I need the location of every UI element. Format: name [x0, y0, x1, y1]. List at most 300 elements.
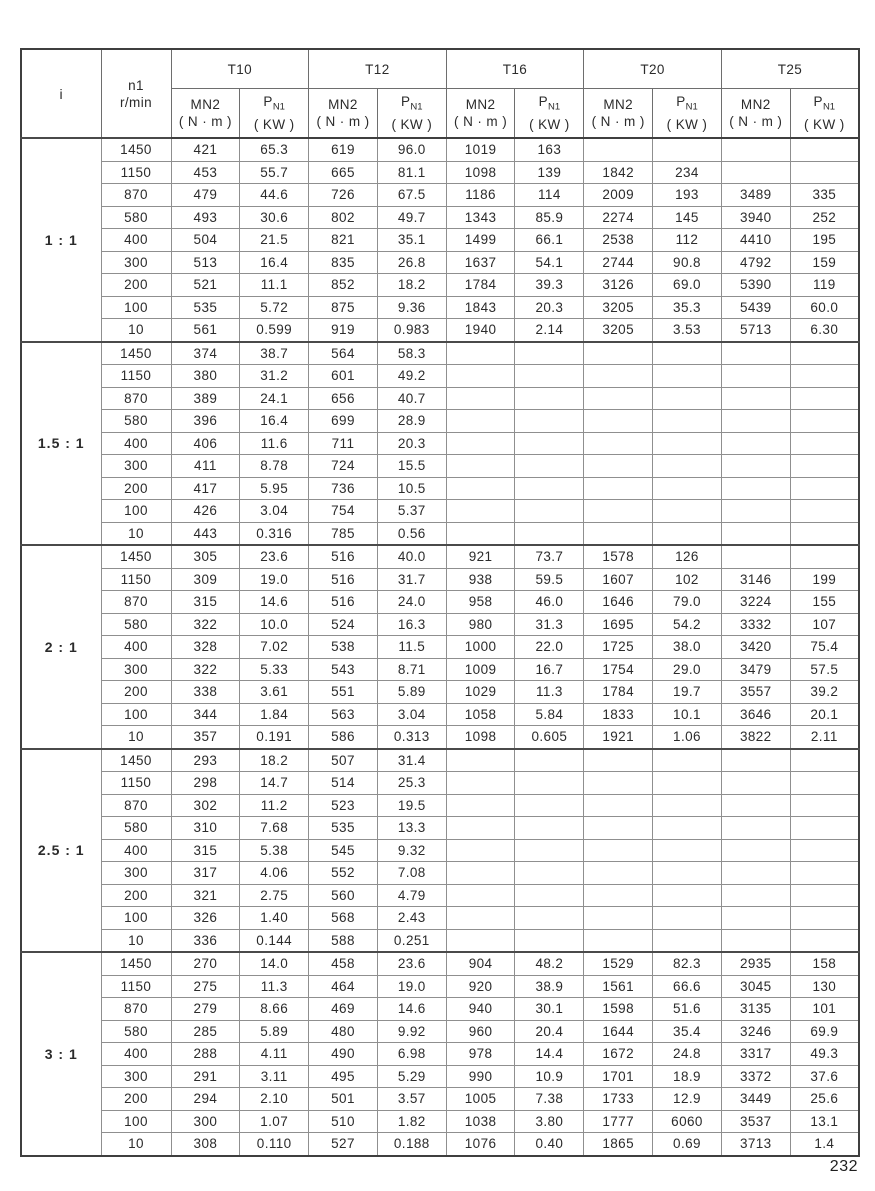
value-cell: 1098 [446, 726, 515, 749]
value-cell: 1777 [584, 1110, 653, 1133]
value-cell: 9.92 [377, 1020, 446, 1043]
value-cell: 20.3 [377, 432, 446, 455]
value-cell [790, 839, 859, 862]
value-cell: 31.3 [515, 613, 584, 636]
table-row [21, 794, 859, 817]
value-cell: 5390 [721, 274, 790, 297]
value-cell: 11.2 [240, 794, 309, 817]
value-cell: 119 [790, 274, 859, 297]
header-t16-pn1: $P_{N1}$ ( KW ) [515, 89, 584, 139]
table-row [21, 1020, 859, 1043]
value-cell: 516 [309, 591, 378, 614]
value-cell: 510 [309, 1110, 378, 1133]
value-cell: 464 [309, 975, 378, 998]
speed-cell: 1450 [101, 952, 171, 975]
value-cell: 3479 [721, 658, 790, 681]
value-cell: 15.5 [377, 455, 446, 478]
value-cell [653, 794, 722, 817]
value-cell [721, 342, 790, 365]
value-cell [721, 907, 790, 930]
table-row [21, 410, 859, 433]
value-cell: 14.6 [377, 998, 446, 1021]
value-cell: 736 [309, 477, 378, 500]
value-cell: 65.3 [240, 138, 309, 161]
value-cell: 3224 [721, 591, 790, 614]
value-cell: 374 [171, 342, 240, 365]
value-cell: 26.8 [377, 251, 446, 274]
value-cell: 59.5 [515, 568, 584, 591]
value-cell: 1637 [446, 251, 515, 274]
value-cell [515, 884, 584, 907]
value-cell: 24.0 [377, 591, 446, 614]
value-cell: 1186 [446, 184, 515, 207]
value-cell: 980 [446, 613, 515, 636]
value-cell: 507 [309, 749, 378, 772]
table-row [21, 568, 859, 591]
value-cell: 8.66 [240, 998, 309, 1021]
value-cell: 38.9 [515, 975, 584, 998]
value-cell [790, 794, 859, 817]
speed-cell: 10 [101, 522, 171, 545]
value-cell: 921 [446, 545, 515, 568]
value-cell: 102 [653, 568, 722, 591]
table-row [21, 862, 859, 885]
value-cell: 4.11 [240, 1043, 309, 1066]
value-cell: 335 [790, 184, 859, 207]
value-cell: 155 [790, 591, 859, 614]
value-cell: 20.3 [515, 296, 584, 319]
value-cell: 163 [515, 138, 584, 161]
value-cell: 23.6 [240, 545, 309, 568]
header-t12-mn2: MN2 ( N · m ) [309, 89, 378, 139]
speed-cell: 300 [101, 455, 171, 478]
value-cell: 3.53 [653, 319, 722, 342]
value-cell: 3135 [721, 998, 790, 1021]
value-cell: 49.3 [790, 1043, 859, 1066]
speed-cell: 580 [101, 613, 171, 636]
value-cell [584, 522, 653, 545]
value-cell: 285 [171, 1020, 240, 1043]
value-cell [515, 522, 584, 545]
value-cell: 1019 [446, 138, 515, 161]
value-cell [721, 839, 790, 862]
value-cell: 699 [309, 410, 378, 433]
value-cell: 344 [171, 703, 240, 726]
value-cell: 10.9 [515, 1065, 584, 1088]
value-cell: 978 [446, 1043, 515, 1066]
value-cell [584, 794, 653, 817]
ratio-cell: 1 : 1 [21, 138, 101, 342]
value-cell: 904 [446, 952, 515, 975]
value-cell: 357 [171, 726, 240, 749]
value-cell [653, 500, 722, 523]
speed-cell: 100 [101, 703, 171, 726]
value-cell: 11.6 [240, 432, 309, 455]
value-cell: 586 [309, 726, 378, 749]
value-cell: 875 [309, 296, 378, 319]
header-t20-pn1: $P_{N1}$ ( KW ) [653, 89, 722, 139]
value-cell: 12.9 [653, 1088, 722, 1111]
header-t25-pn1: $P_{N1}$ ( KW ) [790, 89, 859, 139]
value-cell: 417 [171, 477, 240, 500]
speed-label-line2: r/min [120, 94, 152, 110]
value-cell: 1833 [584, 703, 653, 726]
value-cell: 107 [790, 613, 859, 636]
table-row [21, 387, 859, 410]
value-cell [446, 907, 515, 930]
value-cell: 5713 [721, 319, 790, 342]
value-cell: 57.5 [790, 658, 859, 681]
table-row [21, 907, 859, 930]
value-cell: 8.78 [240, 455, 309, 478]
value-cell: 35.4 [653, 1020, 722, 1043]
value-cell [446, 794, 515, 817]
value-cell: 938 [446, 568, 515, 591]
speed-cell: 300 [101, 1065, 171, 1088]
value-cell: 2538 [584, 229, 653, 252]
value-cell: 75.4 [790, 636, 859, 659]
value-cell: 82.3 [653, 952, 722, 975]
value-cell [790, 862, 859, 885]
value-cell: 13.1 [790, 1110, 859, 1133]
value-cell [653, 455, 722, 478]
value-cell [721, 477, 790, 500]
value-cell: 101 [790, 998, 859, 1021]
value-cell: 5.89 [377, 681, 446, 704]
value-cell [446, 749, 515, 772]
value-cell: 38.7 [240, 342, 309, 365]
value-cell: 535 [309, 817, 378, 840]
value-cell: 13.3 [377, 817, 446, 840]
value-cell: 193 [653, 184, 722, 207]
value-cell: 322 [171, 658, 240, 681]
table-row [21, 726, 859, 749]
table-row [21, 161, 859, 184]
header-speed-n1 [101, 49, 171, 138]
value-cell [584, 929, 653, 952]
value-cell [515, 500, 584, 523]
value-cell: 3372 [721, 1065, 790, 1088]
value-cell: 513 [171, 251, 240, 274]
value-cell [653, 772, 722, 795]
value-cell: 4.06 [240, 862, 309, 885]
value-cell: 6060 [653, 1110, 722, 1133]
value-cell: 10.1 [653, 703, 722, 726]
table-row [21, 251, 859, 274]
value-cell [790, 884, 859, 907]
value-cell [721, 545, 790, 568]
value-cell: 321 [171, 884, 240, 907]
value-cell: 7.38 [515, 1088, 584, 1111]
value-cell: 1529 [584, 952, 653, 975]
value-cell: 0.56 [377, 522, 446, 545]
value-cell: 51.6 [653, 998, 722, 1021]
header-t10-pn1: $P_{N1}$ ( KW ) [240, 89, 309, 139]
value-cell: 328 [171, 636, 240, 659]
table-row [21, 703, 859, 726]
value-cell: 19.7 [653, 681, 722, 704]
value-cell: 14.0 [240, 952, 309, 975]
value-cell: 380 [171, 365, 240, 388]
value-cell [446, 500, 515, 523]
value-cell: 315 [171, 591, 240, 614]
value-cell: 4792 [721, 251, 790, 274]
speed-cell: 870 [101, 387, 171, 410]
value-cell: 16.7 [515, 658, 584, 681]
ratio-cell: 3 : 1 [21, 952, 101, 1156]
value-cell: 2744 [584, 251, 653, 274]
value-cell: 18.2 [240, 749, 309, 772]
value-cell: 521 [171, 274, 240, 297]
value-cell: 0.313 [377, 726, 446, 749]
value-cell: 396 [171, 410, 240, 433]
value-cell: 561 [171, 319, 240, 342]
value-cell: 302 [171, 794, 240, 817]
value-cell: 18.2 [377, 274, 446, 297]
value-cell: 421 [171, 138, 240, 161]
value-cell: 5.72 [240, 296, 309, 319]
value-cell [790, 749, 859, 772]
value-cell: 802 [309, 206, 378, 229]
value-cell: 724 [309, 455, 378, 478]
value-cell: 5.29 [377, 1065, 446, 1088]
value-cell [721, 161, 790, 184]
value-cell: 38.0 [653, 636, 722, 659]
value-cell: 5439 [721, 296, 790, 319]
value-cell: 1701 [584, 1065, 653, 1088]
value-cell: 234 [653, 161, 722, 184]
speed-cell: 400 [101, 1043, 171, 1066]
value-cell [790, 545, 859, 568]
value-cell: 501 [309, 1088, 378, 1111]
value-cell: 16.4 [240, 251, 309, 274]
value-cell [721, 365, 790, 388]
value-cell: 39.3 [515, 274, 584, 297]
value-cell: 469 [309, 998, 378, 1021]
value-cell [584, 884, 653, 907]
value-cell: 19.0 [240, 568, 309, 591]
value-cell: 3646 [721, 703, 790, 726]
value-cell [721, 929, 790, 952]
value-cell: 293 [171, 749, 240, 772]
value-cell: 516 [309, 568, 378, 591]
value-cell [721, 772, 790, 795]
value-cell: 16.4 [240, 410, 309, 433]
value-cell: 20.1 [790, 703, 859, 726]
value-cell: 0.110 [240, 1133, 309, 1156]
speed-cell: 870 [101, 591, 171, 614]
value-cell [446, 365, 515, 388]
speed-cell: 580 [101, 1020, 171, 1043]
value-cell: 0.316 [240, 522, 309, 545]
value-cell: 1725 [584, 636, 653, 659]
ratio-cell: 1.5 : 1 [21, 342, 101, 546]
value-cell: 46.0 [515, 591, 584, 614]
value-cell [721, 387, 790, 410]
value-cell: 3246 [721, 1020, 790, 1043]
value-cell: 3420 [721, 636, 790, 659]
value-cell: 291 [171, 1065, 240, 1088]
table-row [21, 1133, 859, 1156]
value-cell [790, 907, 859, 930]
value-cell: 920 [446, 975, 515, 998]
value-cell: 310 [171, 817, 240, 840]
value-cell [584, 817, 653, 840]
value-cell: 22.0 [515, 636, 584, 659]
value-cell: 54.1 [515, 251, 584, 274]
value-cell: 2274 [584, 206, 653, 229]
value-cell: 7.02 [240, 636, 309, 659]
value-cell: 1672 [584, 1043, 653, 1066]
value-cell [653, 862, 722, 885]
value-cell: 114 [515, 184, 584, 207]
table-row [21, 591, 859, 614]
value-cell: 4.79 [377, 884, 446, 907]
table-row [21, 817, 859, 840]
value-cell: 453 [171, 161, 240, 184]
value-cell: 145 [653, 206, 722, 229]
value-cell: 0.144 [240, 929, 309, 952]
value-cell [446, 817, 515, 840]
value-cell: 990 [446, 1065, 515, 1088]
table-row [21, 975, 859, 998]
value-cell: 29.0 [653, 658, 722, 681]
value-cell: 294 [171, 1088, 240, 1111]
value-cell [653, 817, 722, 840]
speed-cell: 1450 [101, 138, 171, 161]
value-cell [446, 929, 515, 952]
value-cell [515, 477, 584, 500]
value-cell: 18.9 [653, 1065, 722, 1088]
value-cell: 523 [309, 794, 378, 817]
value-cell: 1029 [446, 681, 515, 704]
speed-cell: 870 [101, 794, 171, 817]
value-cell: 835 [309, 251, 378, 274]
table-row [21, 184, 859, 207]
value-cell [446, 455, 515, 478]
speed-cell: 870 [101, 998, 171, 1021]
value-cell: 54.2 [653, 613, 722, 636]
value-cell: 195 [790, 229, 859, 252]
speed-cell: 400 [101, 432, 171, 455]
header-t20: T20 [584, 49, 722, 89]
value-cell: 2.11 [790, 726, 859, 749]
value-cell: 563 [309, 703, 378, 726]
value-cell: 73.7 [515, 545, 584, 568]
value-cell: 275 [171, 975, 240, 998]
value-cell: 3.11 [240, 1065, 309, 1088]
value-cell: 3.04 [240, 500, 309, 523]
value-cell [653, 907, 722, 930]
value-cell: 10.0 [240, 613, 309, 636]
value-cell: 0.251 [377, 929, 446, 952]
value-cell: 9.32 [377, 839, 446, 862]
value-cell: 1000 [446, 636, 515, 659]
value-cell: 0.599 [240, 319, 309, 342]
value-cell: 1733 [584, 1088, 653, 1111]
value-cell [721, 410, 790, 433]
value-cell: 1842 [584, 161, 653, 184]
value-cell: 66.6 [653, 975, 722, 998]
value-cell: 1005 [446, 1088, 515, 1111]
value-cell [515, 365, 584, 388]
value-cell: 14.7 [240, 772, 309, 795]
value-cell: 552 [309, 862, 378, 885]
table-row [21, 138, 859, 161]
header-t12-pn1: $P_{N1}$ ( KW ) [377, 89, 446, 139]
value-cell [515, 455, 584, 478]
speed-cell: 1150 [101, 161, 171, 184]
value-cell: 24.8 [653, 1043, 722, 1066]
table-row [21, 229, 859, 252]
value-cell: 35.1 [377, 229, 446, 252]
value-cell: 5.84 [515, 703, 584, 726]
value-cell: 601 [309, 365, 378, 388]
table-row [21, 749, 859, 772]
value-cell: 1644 [584, 1020, 653, 1043]
value-cell: 1076 [446, 1133, 515, 1156]
value-cell [446, 862, 515, 885]
table-row [21, 477, 859, 500]
value-cell: 85.9 [515, 206, 584, 229]
value-cell: 309 [171, 568, 240, 591]
value-cell: 79.0 [653, 591, 722, 614]
value-cell [515, 817, 584, 840]
value-cell: 1058 [446, 703, 515, 726]
value-cell: 130 [790, 975, 859, 998]
value-cell: 14.6 [240, 591, 309, 614]
table-row [21, 455, 859, 478]
value-cell [515, 772, 584, 795]
value-cell: 96.0 [377, 138, 446, 161]
table-row [21, 613, 859, 636]
value-cell [790, 387, 859, 410]
value-cell: 527 [309, 1133, 378, 1156]
value-cell [721, 817, 790, 840]
speed-cell: 10 [101, 726, 171, 749]
speed-cell: 1150 [101, 365, 171, 388]
value-cell: 458 [309, 952, 378, 975]
table-row [21, 1043, 859, 1066]
value-cell: 31.2 [240, 365, 309, 388]
value-cell [653, 342, 722, 365]
value-cell: 49.7 [377, 206, 446, 229]
value-cell [790, 500, 859, 523]
value-cell [515, 387, 584, 410]
value-cell: 490 [309, 1043, 378, 1066]
speed-cell: 300 [101, 251, 171, 274]
table-row [21, 658, 859, 681]
value-cell: 389 [171, 387, 240, 410]
value-cell: 9.36 [377, 296, 446, 319]
value-cell: 19.5 [377, 794, 446, 817]
value-cell: 3.04 [377, 703, 446, 726]
value-cell: 2.75 [240, 884, 309, 907]
value-cell: 126 [653, 545, 722, 568]
value-cell: 1.07 [240, 1110, 309, 1133]
header-t16: T16 [446, 49, 584, 89]
value-cell [790, 929, 859, 952]
header-t25-mn2: MN2 ( N · m ) [721, 89, 790, 139]
table-row [21, 206, 859, 229]
value-cell: 308 [171, 1133, 240, 1156]
value-cell [790, 161, 859, 184]
value-cell [584, 365, 653, 388]
table-row [21, 1110, 859, 1133]
value-cell: 0.983 [377, 319, 446, 342]
value-cell: 1.4 [790, 1133, 859, 1156]
value-cell [446, 522, 515, 545]
